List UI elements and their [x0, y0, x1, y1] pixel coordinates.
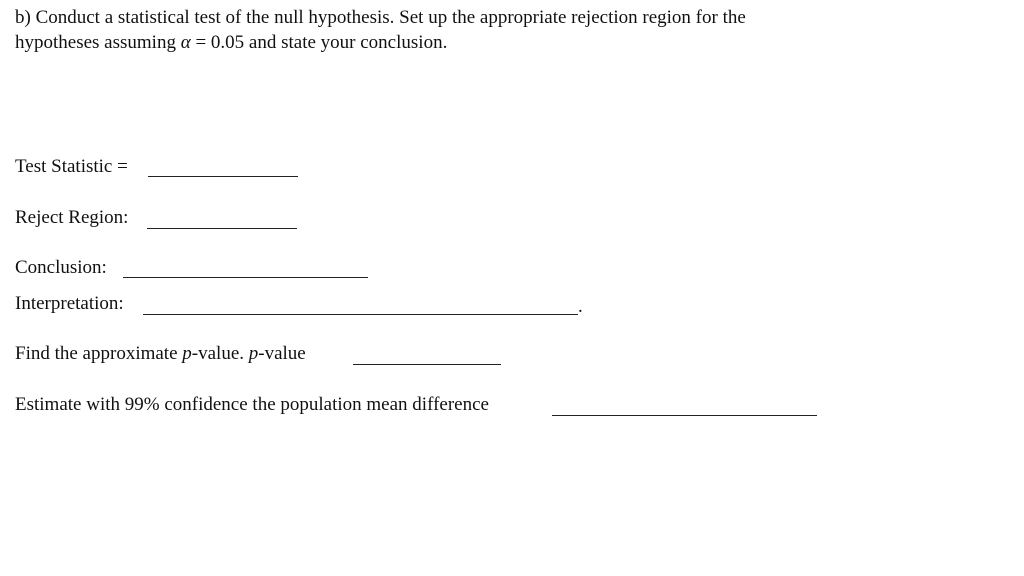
pvalue-prompt-var: p — [182, 343, 192, 364]
conclusion-label: Conclusion: — [15, 257, 107, 278]
question-prompt — [15, 5, 995, 55]
alpha-value: = 0.05 — [190, 32, 245, 53]
reject-region-label: Reject Region: — [15, 207, 129, 228]
estimate-label: Estimate with 99% confidence the population mean difference — [15, 394, 489, 415]
alpha-symbol: α — [180, 32, 191, 53]
estimate-answer-blank[interactable] — [552, 415, 817, 416]
interpretation-row — [15, 292, 124, 316]
pvalue-label-suffix: -value — [258, 343, 306, 364]
pvalue-row — [15, 342, 306, 366]
question-line-2-suffix: and state your conclusion. — [244, 32, 448, 53]
pvalue-label-var: p — [248, 343, 259, 364]
pvalue-prompt-suffix: -value. — [191, 343, 249, 364]
question-line-1: b) Conduct a statistical test of the null hypothesis. Set up the appropriate rejection region for the — [15, 7, 746, 28]
estimate-row — [15, 393, 489, 417]
reject-region-answer-blank[interactable] — [147, 228, 297, 229]
reject-region-row — [15, 206, 128, 230]
interpretation-period: . — [578, 296, 583, 317]
question-line-2-prefix: hypotheses assuming — [15, 32, 181, 53]
test-statistic-label: Test Statistic = — [15, 156, 128, 177]
test-statistic-answer-blank[interactable] — [148, 176, 298, 177]
pvalue-prompt-prefix: Find the approximate — [15, 343, 183, 364]
conclusion-answer-blank[interactable] — [123, 277, 368, 278]
test-statistic-row — [15, 155, 128, 179]
interpretation-label: Interpretation: — [15, 293, 124, 314]
conclusion-row — [15, 256, 107, 280]
question-line-2 — [15, 30, 995, 55]
interpretation-answer-blank[interactable] — [143, 314, 578, 315]
pvalue-answer-blank[interactable] — [353, 364, 501, 365]
